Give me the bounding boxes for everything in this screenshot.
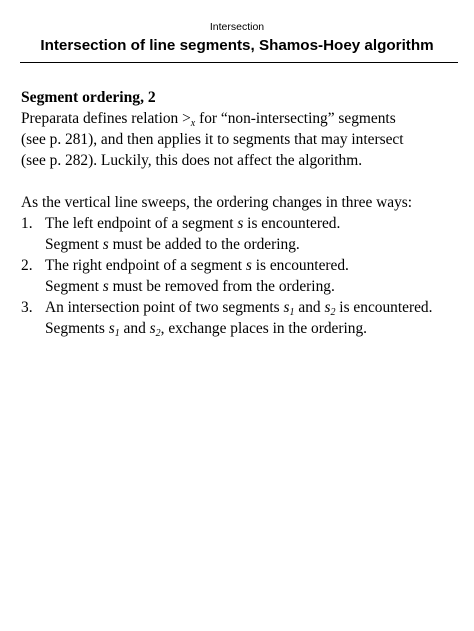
variable: s	[283, 299, 290, 316]
variable: s	[149, 320, 156, 337]
slide-kicker: Intersection	[209, 21, 265, 33]
text-run: is encountered.	[335, 299, 433, 316]
paragraph-line: (see p. 282). Luckily, this does not affect the algorithm.	[21, 152, 363, 169]
text-run: and	[294, 299, 325, 316]
paragraph-line: (see p. 281), and then applies it to segments that may intersect	[21, 131, 404, 148]
text-run: , exchange places in the ordering.	[160, 320, 368, 337]
variable: s	[102, 236, 109, 253]
text-run: is encountered.	[243, 215, 341, 232]
list-number: 2.	[21, 257, 33, 274]
text-run: for “non-intersecting” segments	[195, 110, 396, 127]
text-run: Segments	[45, 320, 109, 337]
text-run: The right endpoint of a segment	[45, 257, 246, 274]
list-item	[21, 213, 461, 234]
subscript: 2	[155, 328, 161, 339]
variable: s	[324, 299, 331, 316]
variable: s	[245, 257, 252, 274]
text-run: The left endpoint of a segment	[45, 215, 238, 232]
list-item-detail	[21, 234, 461, 255]
text-run: Segment	[45, 278, 103, 295]
relation-subscript: x	[190, 118, 196, 129]
subscript: 2	[330, 307, 336, 318]
relation-symbol: >	[182, 110, 191, 127]
slide-title: Intersection of line segments, Shamos-Hoey algorithm	[40, 37, 434, 54]
variable: s	[108, 320, 115, 337]
text-run: Preparata defines relation	[21, 110, 183, 127]
list-number: 3.	[21, 299, 33, 316]
list-item	[21, 255, 461, 276]
paragraph-spacer	[21, 171, 461, 192]
text-run: An intersection point of two segments	[45, 299, 284, 316]
section-heading: Segment ordering, 2	[21, 89, 156, 106]
list-number: 1.	[21, 215, 33, 232]
list-item-detail	[21, 318, 461, 339]
variable: s	[237, 215, 244, 232]
text-run: must be added to the ordering.	[108, 236, 300, 253]
subscript: 1	[289, 307, 295, 318]
slide-body	[21, 87, 461, 339]
title-divider	[20, 62, 458, 63]
list-item-detail	[21, 276, 461, 297]
subscript: 1	[114, 328, 120, 339]
paragraph-line: As the vertical line sweeps, the ordering changes in three ways:	[21, 194, 413, 211]
list-item	[21, 297, 461, 318]
text-run: Segment	[45, 236, 103, 253]
text-run: and	[119, 320, 150, 337]
paragraph-line	[21, 108, 461, 129]
text-run: is encountered.	[251, 257, 349, 274]
text-run: must be removed from the ordering.	[108, 278, 335, 295]
variable: s	[102, 278, 109, 295]
